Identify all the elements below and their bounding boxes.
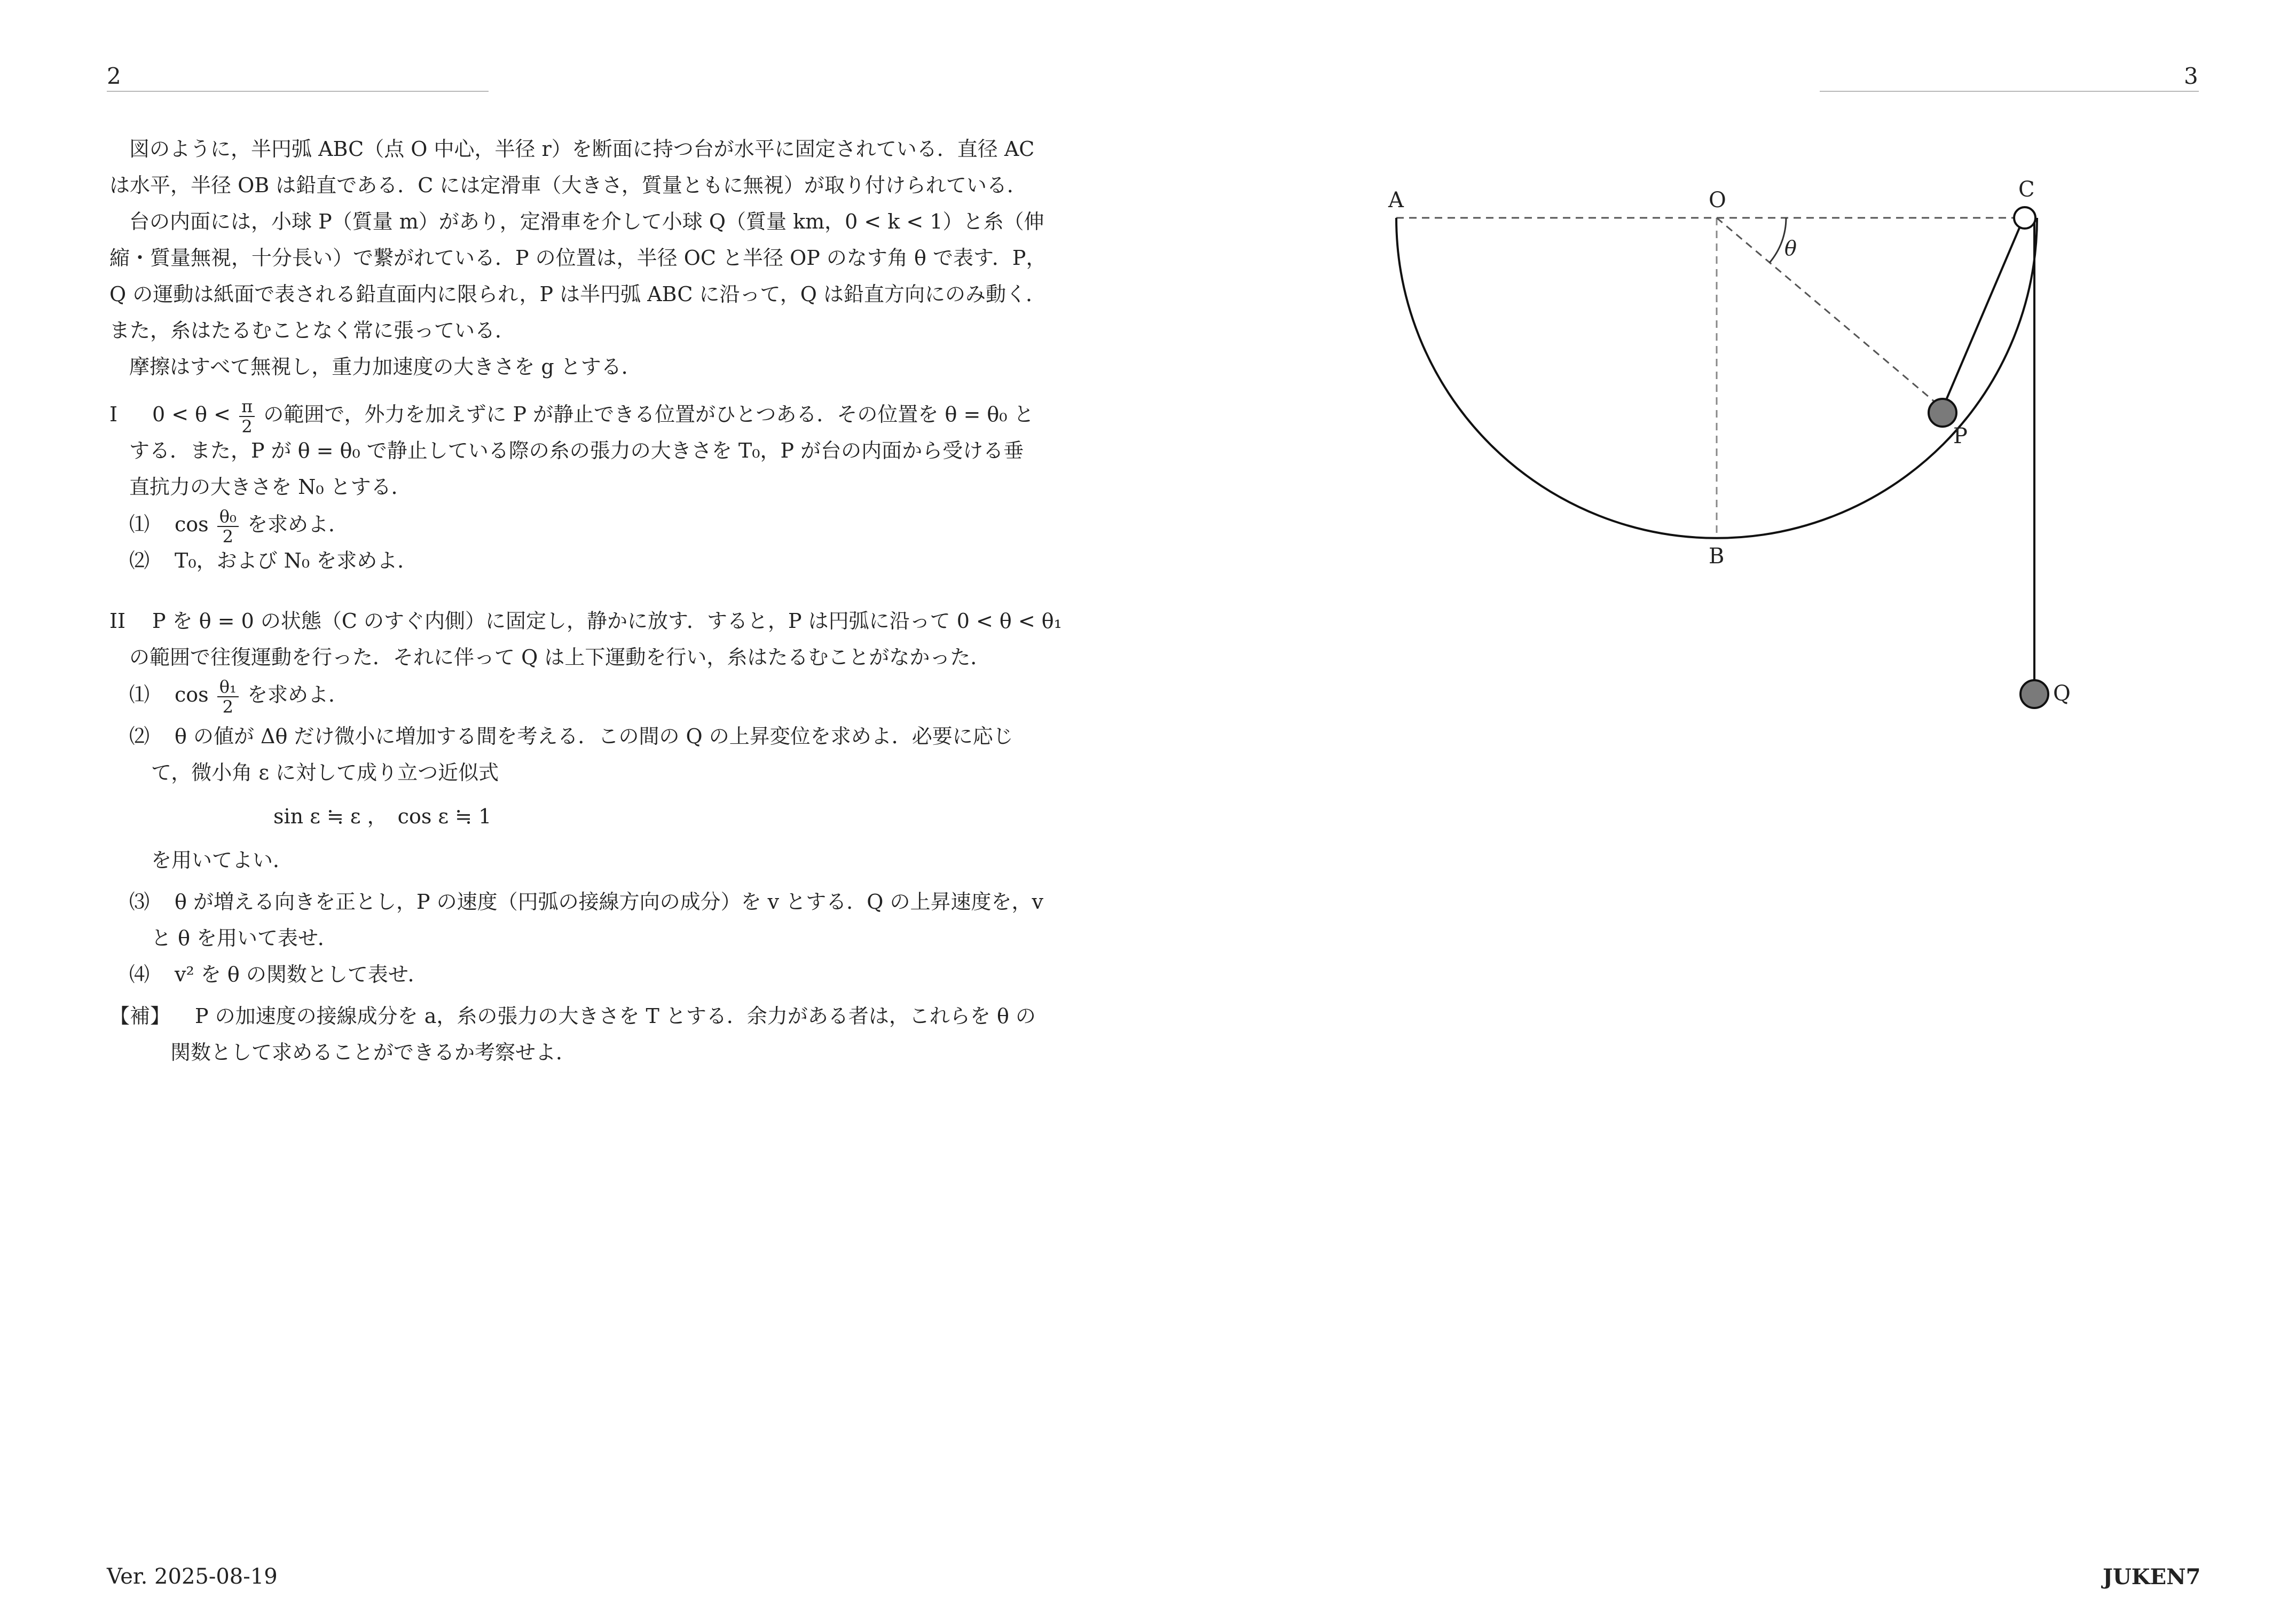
part2-q4-number: ⑷ — [129, 963, 150, 986]
part1-q1-number: ⑴ — [129, 513, 150, 536]
ball-q — [2020, 680, 2048, 708]
part1-line-1 — [152, 396, 1034, 435]
part1-q1-instruction: を求めよ． — [247, 513, 349, 536]
label-b: B — [1709, 544, 1725, 569]
pi-denominator: 2 — [241, 416, 253, 437]
intro-line-7: 摩擦はすべて無視し，重力加速度の大きさを g とする． — [129, 355, 642, 379]
part2-q3-line-1: θ が増える向きを正とし，P の速度（円弧の接線方向の成分）を v とする．Q の上昇速度を，v — [175, 890, 1043, 914]
theta0-over-2-fraction — [217, 508, 239, 545]
part2-q1 — [175, 676, 349, 715]
part2-q2-number: ⑵ — [129, 725, 150, 748]
part1-line-2: する．また，P が θ = θ₀ で静止している際の糸の張力の大きさを T₀，P が台の内面から受ける垂 — [129, 439, 1024, 462]
string-p-to-pulley — [1943, 218, 2024, 408]
part2-q3-line-2: と θ を用いて表せ． — [151, 926, 338, 950]
pi-numerator: π — [239, 398, 255, 417]
part1-q2-number: ⑵ — [129, 549, 150, 572]
part1-q2: T₀，および N₀ を求めよ． — [175, 549, 418, 572]
brand-footer: JUKEN7 — [2103, 1564, 2201, 1589]
intro-line-2: は水平，半径 OB は鉛直である．C には定滑車（大きさ，質量ともに無視）が取り付けられている． — [109, 174, 1027, 197]
supplement-line-1: P の加速度の接線成分を a，糸の張力の大きさを T とする．余力がある者は，これらを θ の — [195, 1004, 1036, 1028]
part2-q2-line-2: て，微小角 ε に対して成り立つ近似式 — [151, 761, 499, 784]
intro-line-5: Q の運動は紙面で表される鉛直面内に限られ，P は半円弧 ABC に沿って，Q は鉛直方向にのみ動く． — [109, 282, 1047, 306]
label-a: A — [1388, 188, 1404, 213]
semicircle-pulley-figure — [1335, 160, 2136, 747]
left-header-rule — [107, 91, 489, 92]
intro-line-3: 台の内面には，小球 P（質量 m）があり，定滑車を介して小球 Q（質量 km，0 < k < 1）と糸（伸 — [129, 210, 1044, 233]
part2-q1-number: ⑴ — [129, 683, 150, 706]
intro-line-1: 図のように，半円弧 ABC（点 O 中心，半径 r）を断面に持つ台が水平に固定されている．直径 AC — [129, 137, 1035, 161]
part2-line-1: P を θ = 0 の状態（C のすぐ内側）に固定し，静かに放す．すると，P は円弧に沿って 0 < θ < θ₁ — [152, 609, 1062, 633]
theta0-numerator: θ₀ — [217, 508, 239, 527]
theta1-numerator: θ₁ — [217, 678, 239, 697]
approximation-formula: sin ε ≒ ε ， cos ε ≒ 1 — [273, 805, 492, 828]
part2-q3-number: ⑶ — [129, 890, 150, 914]
right-header-rule — [1820, 91, 2199, 92]
label-c: C — [2018, 177, 2035, 202]
version-footer: Ver. 2025-08-19 — [107, 1564, 278, 1589]
radius-op-dashed — [1717, 218, 1943, 408]
label-p: P — [1953, 424, 1968, 448]
ball-p — [1929, 399, 1956, 427]
pulley-circle — [2014, 207, 2035, 229]
pi-over-2-fraction — [239, 398, 255, 435]
theta-angle-arc — [1770, 218, 1786, 263]
intro-line-6: また，糸はたるむことなく常に張っている． — [109, 319, 516, 342]
part1-label: I — [109, 403, 118, 426]
label-theta: θ — [1784, 237, 1797, 260]
cos-label: cos — [175, 683, 209, 706]
theta1-over-2-fraction — [217, 678, 239, 715]
supplement-line-2: 関数として求めることができるか考察せよ． — [170, 1041, 577, 1064]
theta0-denominator: 2 — [222, 526, 233, 547]
part1-ineq: 0 < θ < — [152, 403, 231, 426]
theta1-denominator: 2 — [222, 696, 233, 717]
part2-q2-line-1: θ の値が Δθ だけ微小に増加する間を考える．この間の Q の上昇変位を求めよ．必要に応じ — [175, 725, 1013, 748]
part2-label: II — [109, 609, 126, 633]
part2-line-2: の範囲で往復運動を行った．それに伴って Q は上下運動を行い，糸はたるむことがなかった． — [129, 646, 991, 669]
intro-line-4: 縮・質量無視，十分長い）で繋がれている．P の位置は，半径 OC と半径 OP のなす角 θ で表す．P， — [109, 246, 1047, 270]
part1-line-3: 直抗力の大きさを N₀ とする． — [129, 475, 412, 499]
supplement-label: 【補】 — [109, 1004, 171, 1028]
cos-label: cos — [175, 513, 209, 536]
part2-q1-instruction: を求めよ． — [247, 683, 349, 706]
part1-q1 — [175, 506, 349, 545]
label-o: O — [1709, 188, 1726, 213]
part2-q4: v² を θ の関数として表せ． — [175, 963, 428, 986]
part1-line-1-rest: の範囲で，外力を加えずに P が静止できる位置がひとつある．その位置を θ = θ₀ と — [263, 403, 1034, 426]
part2-q2-line-3: を用いてよい． — [151, 848, 294, 872]
label-q: Q — [2053, 681, 2071, 706]
left-page-number: 2 — [107, 63, 121, 89]
right-page-number: 3 — [2184, 63, 2198, 89]
